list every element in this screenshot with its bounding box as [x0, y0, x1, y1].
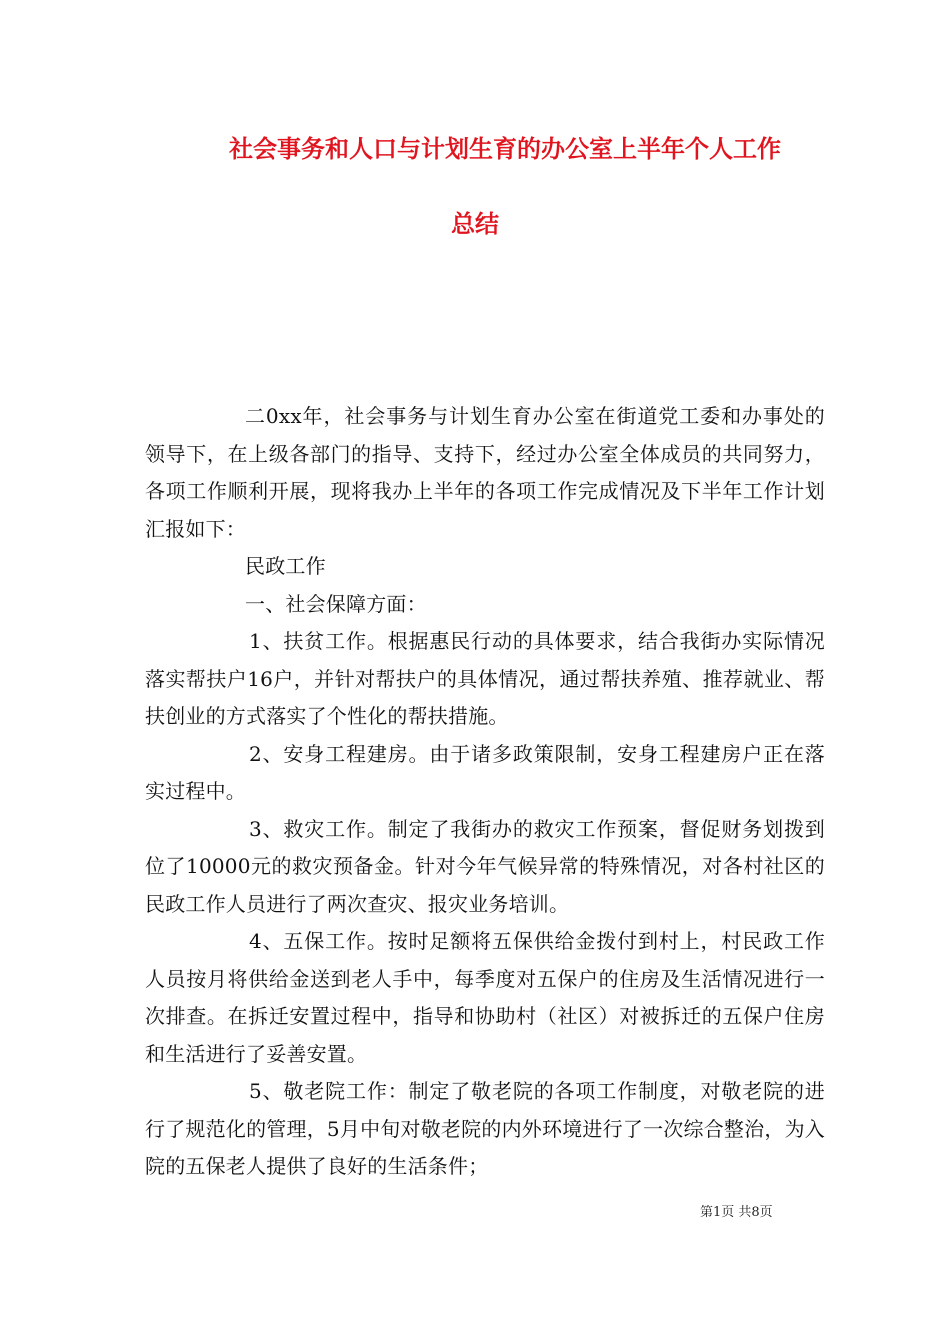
section-heading: 民政工作: [245, 554, 326, 578]
paragraph-item-1: 1、扶贫工作。根据惠民行动的具体要求，结合我街办实际情况落实帮扶户16户，并针对帮扶户的具体情况，通过帮扶养殖、推荐就业、帮扶创业的方式落实了个性化的帮扶措施。: [145, 629, 825, 728]
document-body: [145, 398, 825, 1186]
paragraph-item-2: 2、安身工程建房。由于诸多政策限制，安身工程建房户正在落实过程中。: [145, 741, 825, 803]
document-title-line-2: 总结: [451, 210, 499, 238]
page-number-footer: 第1页 共8页: [700, 1205, 773, 1220]
subsection-heading: 一、社会保障方面：: [245, 591, 427, 616]
document-title-line-1: 社会事务和人口与计划生育的办公室上半年个人工作: [229, 135, 781, 163]
paragraph-intro: 二0xx年，社会事务与计划生育办公室在街道党工委和办事处的领导下，在上级各部门的指导、支持下，经过办公室全体成员的共同努力，各项工作顺利开展，现将我办上半年的各项工作完成情况及下半年工作计划汇报如下：: [145, 404, 825, 541]
paragraph-item-5: 5、敬老院工作：制定了敬老院的各项工作制度，对敬老院的进行了规范化的管理，5月中旬对敬老院的内外环境进行了一次综合整治，为入院的五保老人提供了良好的生活条件；: [145, 1079, 825, 1178]
paragraph-item-3: 3、救灾工作。制定了我街办的救灾工作预案，督促财务划拨到位了10000元的救灾预备金。针对今年气候异常的特殊情况，对各村社区的民政工作人员进行了两次查灾、报灾业务培训。: [145, 816, 825, 916]
paragraph-item-4: 4、五保工作。按时足额将五保供给金拨付到村上，村民政工作人员按月将供给金送到老人手中，每季度对五保户的住房及生活情况进行一次排查。在拆迁安置过程中，指导和协助村（社区）对被拆迁的五保户住房和生活进行了妥善安置。: [145, 929, 825, 1066]
